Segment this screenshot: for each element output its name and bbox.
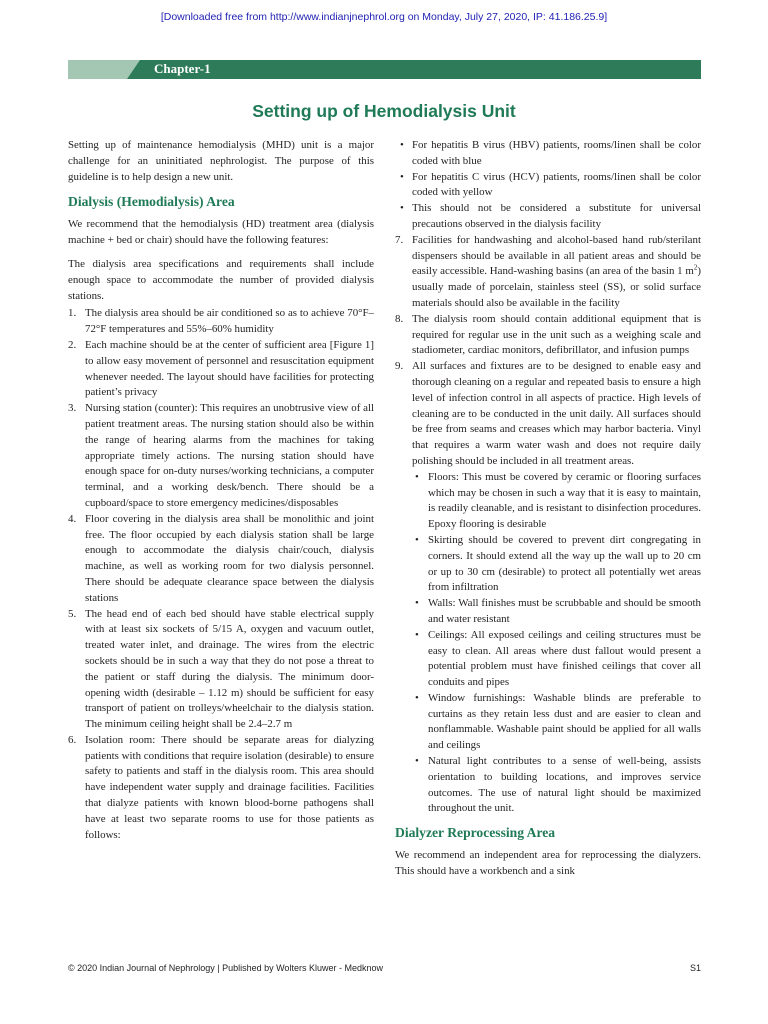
section-heading-dialysis-area: Dialysis (Hemodialysis) Area (68, 194, 235, 210)
item-text: Nursing station (counter): This requires an unobtrusive view of all patient treatment areas. The nursing station should also be within the range of hearing alarms from the machines for taking appropriate timely actions. The nursing station should have enough space for on-duty nurses/working technicians, a computer terminal, and a working desk/bench. There should be a cupboard/space to store emergency medicines/disposables (85, 402, 374, 509)
item-number: 5. (68, 607, 77, 620)
right-column (395, 138, 701, 888)
item-number: 2. (68, 338, 77, 351)
item-number: 4. (68, 512, 77, 525)
bullet-item: • This should not be considered a substitute for universal precautions observed in the dialysis facility (395, 201, 701, 233)
item-text: The dialysis room should contain additional equipment that is required for regular use in the unit such as a weighing scale and stadiometer, cardiac monitors, defibrillator, and infusion pumps (412, 312, 701, 357)
item-text: Facilities for handwashing and alcohol-based hand rub/sterilant dispensers should be available in all patient areas and should be easily accessible. Hand-washing basins (an area of the basin 1 m (412, 233, 701, 278)
surface-bullet-list (412, 470, 701, 818)
requirements-list (68, 306, 374, 843)
bullet-item: • Floors: This must be covered by ceramic or flooring surfaces which may be chosen in such a way that it is easy to maintain, is readily cleanable, and is resistant to disinfection procedures. Epoxy flooring is desirable (412, 470, 701, 533)
list-item (68, 733, 374, 844)
list-item (395, 312, 701, 359)
item-number: 6. (68, 733, 77, 746)
item-text: Floor covering in the dialysis area shall be monolithic and joint free. The floor occupied by each dialysis station shall be large enough to accommodate the dialysis chair/couch, dialysis machine, as well as working room for two dialysis personnel. There should be adequate clearance space between the dialysis stations (85, 512, 374, 604)
chapter-bar (68, 60, 701, 79)
bullet-item: • Skirting should be covered to prevent dirt congregating in corners. It should extend all the way up the wall up to 20 cm or up to 30 cm (desirable) to protect all potentially wet areas from infiltration (412, 533, 701, 596)
bullet-item: • Window furnishings: Washable blinds are preferable to curtains as they retain less dust and are easier to clean and nonflammable. Washable paint should be applied for all walls and ceilings (412, 691, 701, 754)
paragraph: We recommend an independent area for reprocessing the dialyzers. This should have a workbench and a sink (395, 849, 701, 878)
item-text: ) usually made of porcelain, stainless steel (SS), or solid surface materials should also be available in the facility (412, 265, 701, 309)
paragraph: We recommend that the hemodialysis (HD) treatment area (dialysis machine + bed or chair) should have the following features: (68, 218, 374, 247)
left-column (68, 138, 374, 843)
bullet-item: • Ceilings: All exposed ceilings and ceiling structures must be easy to clean. All areas where dust fallout would present a potential problem must have finished ceilings that cover all conduits and pipes (412, 628, 701, 691)
chapter-bar-accent (68, 60, 140, 79)
item-text: The dialysis area should be air conditioned so as to achieve 70°F–72°F temperatures and 55%–60% humidity (85, 307, 374, 336)
page-title: Setting up of Hemodialysis Unit (252, 101, 516, 121)
list-item (395, 359, 701, 817)
item-number: 3. (68, 402, 77, 415)
list-item (68, 401, 374, 512)
list-item (68, 338, 374, 401)
bullet-item: • For hepatitis B virus (HBV) patients, rooms/linen shall be color coded with blue (395, 138, 701, 170)
item-number: 8. (395, 312, 404, 325)
intro-paragraph: Setting up of maintenance hemodialysis (MHD) unit is a major challenge for an uninitiated nephrologist. The purpose of this guideline is to help design a new unit. (68, 139, 374, 183)
item-number: 1. (68, 307, 77, 320)
download-note: [Downloaded free from http://www.indianjnephrol.org on Monday, July 27, 2020, IP: 41.186.25.9] (160, 11, 608, 23)
item-text: The head end of each bed should have stable electrical supply with at least six sockets of 5/15 A, oxygen and vacuum outlet, treated water inlet, and drainage. The wires from the electric sockets should be in such a way that they do not pose a threat to the patient or staff during the dialysis. The minimum door-opening width (desirable – 1.12 m) should be sufficient for easy transport of patient on trolleys/wheelchair to the dialysis station. The minimum ceiling height shall be 2.4–2.7 m (85, 607, 374, 731)
requirements-list-continued (395, 233, 701, 817)
list-item (68, 306, 374, 338)
bullet-item: • For hepatitis C virus (HCV) patients, rooms/linen shall be color coded with yellow (395, 170, 701, 202)
page-number: S1 (689, 963, 701, 973)
paragraph: The dialysis area specifications and requirements shall include enough space to accommodate the number of provided dialysis stations. (68, 257, 374, 302)
bullet-item: • Walls: Wall finishes must be scrubbable and should be smooth and water resistant (412, 596, 701, 628)
item-number: 7. (395, 233, 404, 246)
list-item (68, 512, 374, 607)
superscript: 2 (693, 263, 698, 272)
page-footer (68, 963, 701, 973)
footer-copyright: © 2020 Indian Journal of Nephrology | Published by Wolters Kluwer - Medknow (68, 963, 383, 973)
list-item (395, 233, 701, 312)
section-heading-reprocessing-area: Dialyzer Reprocessing Area (395, 825, 556, 841)
chapter-label: Chapter-1 (154, 61, 211, 76)
item-text: Each machine should be at the center of sufficient area [Figure 1] to allow easy movement of personnel and resuscitation equipment whenever needed. The layout should have facilities for protecting patient’s privacy (85, 338, 374, 399)
item-number: 9. (395, 360, 404, 373)
item-text: Isolation room: There should be separate areas for dialyzing patients with conditions that require isolation (desirable) to ensure safety to patients and staff in the dialysis room. This area should have independent water supply and drainage facilities. Facilities that dialyze patients with known blood-borne pathogens shall have at least two separate rooms to use for those patients as follows: (85, 733, 374, 841)
list-item (68, 607, 374, 733)
item-text: All surfaces and fixtures are to be designed to enable easy and thorough cleaning on a regular and repeated basis to ensure a high level of infection control in all aspects of practice. High levels of cleaning are to be conducted in the unit daily. All surfaces should be free from seams and creases which may harbor bacteria. Vinyl that requires a warm water wash and does not require daily polishing should be included in all treatment areas. (412, 360, 701, 467)
isolation-bullet-list (395, 138, 701, 233)
bullet-item: • Natural light contributes to a sense of well-being, assists orientation to building locations, and improves service outcomes. The use of natural light should be maximized throughout the unit. (412, 754, 701, 817)
